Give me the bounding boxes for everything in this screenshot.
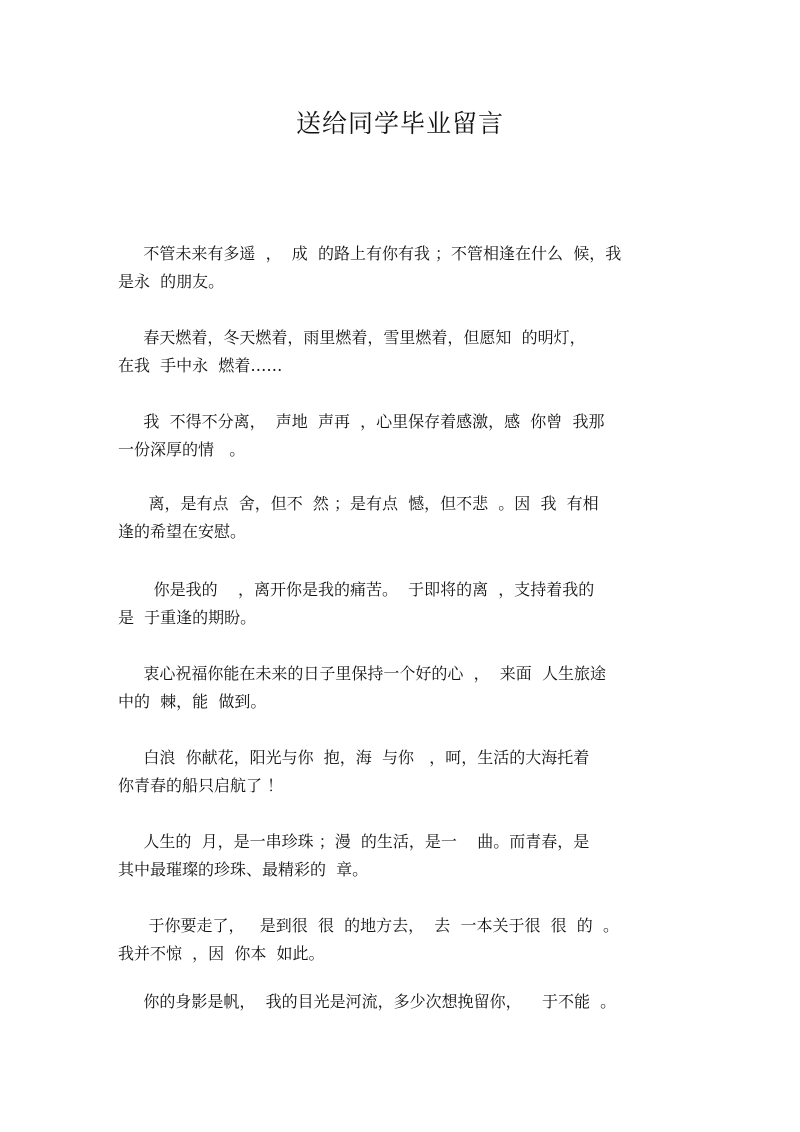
paragraph-line: 衷心祝福你能在未来的日子里保持一个好的心 ， 来面 人生旅途 <box>118 664 606 683</box>
paragraph-2 <box>118 324 688 380</box>
paragraph-7 <box>118 744 688 800</box>
paragraph-line: 春天燃着，冬天燃着，雨里燃着，雪里燃着，但愿知 的明灯， <box>118 328 586 347</box>
paragraph-line: 其中最璀璨的珍珠、最精彩的 章。 <box>118 860 369 879</box>
paragraph-line: 白浪 你献花，阳光与你 抱，海 与你 ，呵，生活的大海托着 <box>118 748 590 767</box>
paragraph-8 <box>118 828 688 884</box>
paragraph-line: 是永 的朋友。 <box>118 272 225 291</box>
document-title: 送给同学毕业留言 <box>295 109 504 138</box>
paragraph-line: 你是我的 ，离开你是我的痛苦。 于即将的离 ，支持着我的 <box>118 580 595 599</box>
paragraph-3 <box>118 408 688 464</box>
paragraph-line: 人生的 月，是一串珍珠 ；漫 的生活，是一 曲。而青春，是 <box>118 832 590 851</box>
paragraph-line: 一份深厚的情 。 <box>118 440 246 459</box>
paragraph-line: 我并不惊 ，因 你本 如此。 <box>118 944 325 963</box>
paragraph-line: 我 不得不分离， 声地 声再 ，心里保存着感激，感 你曾 我那 <box>118 412 605 431</box>
paragraph-line: 于你要走了， 是到很 很 的地方去， 去 一本关于很 很 的 。 <box>118 916 619 935</box>
paragraph-line: 逢的希望在安慰。 <box>118 522 247 541</box>
paragraph-5 <box>118 576 688 632</box>
paragraph-10 <box>118 988 688 1016</box>
paragraph-line: 不管未来有多遥 ， 成 的路上有你有我 ；不管相逢在什么 候，我 <box>118 244 622 263</box>
paragraph-6 <box>118 660 688 716</box>
paragraph-4 <box>118 490 688 546</box>
paragraph-line: 中的 棘，能 做到。 <box>118 692 267 711</box>
paragraph-1 <box>118 240 688 296</box>
paragraph-9 <box>118 912 688 968</box>
paragraph-line: 在我 手中永 燃着…… <box>118 356 283 375</box>
paragraph-line: 你的身影是帆， 我的目光是河流，多少次想挽留你， 于不能 。 <box>118 992 617 1011</box>
paragraph-line: 离，是有点 舍，但不 然 ；是有点 憾，但不悲 。因 我 有相 <box>118 494 599 513</box>
paragraph-line: 是 于重逢的期盼。 <box>118 608 257 627</box>
paragraph-line: 你青春的船只启航了 ！ <box>118 776 284 795</box>
